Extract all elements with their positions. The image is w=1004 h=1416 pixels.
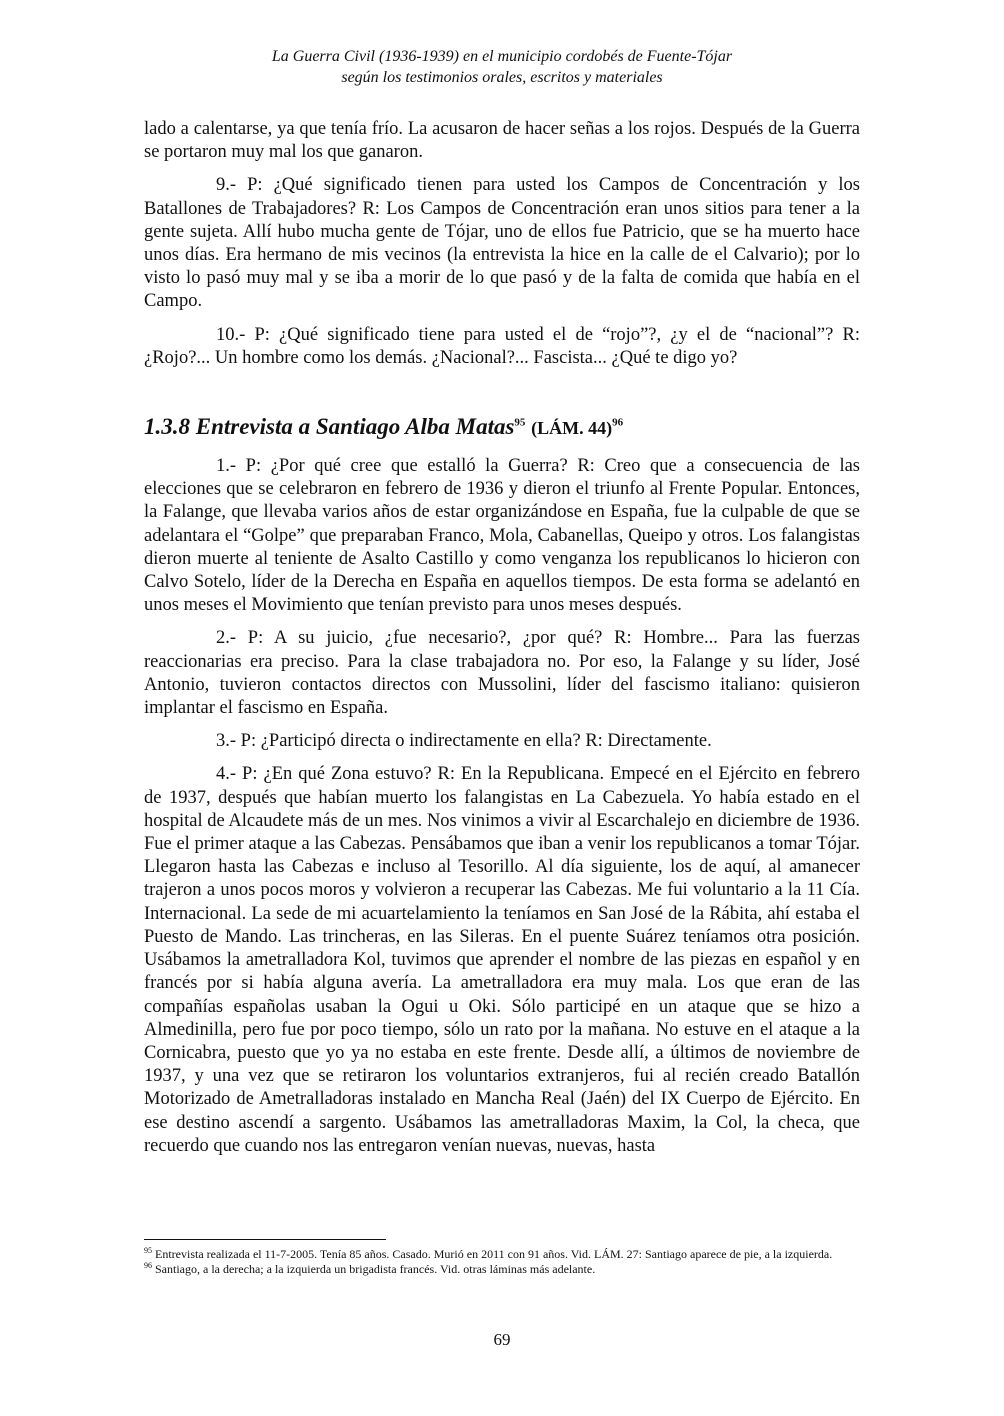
- section-heading-lamina: (LÁM. 44): [531, 418, 613, 439]
- page-number: 69: [493, 1330, 511, 1349]
- header-title-line-1: La Guerra Civil (1936-1939) en el municipio cordobés de Fuente-Tójar: [271, 48, 733, 65]
- footnote-text: Entrevista realizada el 11-7-2005. Tenía 85 años. Casado. Murió en 2011 con 91 años. Vid. LÁM. 27: Santiago aparece de pie, a la izquierda.: [152, 1247, 833, 1261]
- page-body: [144, 118, 860, 1168]
- paragraph-answer-1: 1.- P: ¿Por qué cree que estalló la Guerra? R: Creo que a consecuencia de las elecciones que se celebraron en febrero de 1936 y dieron el triunfo al Frente Popular. Entonces, la Falange, que llevaba varios años de estar organizándose en España, fue la culpable de que se adelantara el “Golpe” que preparaban Franco, Mola, Cabanellas, Queipo y otros. Los falangistas dieron muerte al teniente de Asalto Castillo y como venganza los republicanos lo hicieron con Calvo Sotelo, líder de la Derecha en España en aquellos tiempos. De esta forma se adelantó en unos meses el Movimiento que tenían previsto para unos meses después.: [144, 456, 860, 616]
- section-heading-title: 1.3.8 Entrevista a Santiago Alba Matas: [144, 414, 515, 440]
- paragraph-answer-3: 3.- P: ¿Participó directa o indirectamente en ella? R: Directamente.: [216, 731, 712, 752]
- paragraph-continuation: lado a calentarse, ya que tenía frío. La acusaron de hacer señas a los rojos. Después de la Guerra se portaron muy mal los que ganaron.: [144, 119, 860, 163]
- running-header: [0, 46, 1004, 88]
- footnote-96: [144, 1262, 860, 1277]
- footnote-95: [144, 1247, 860, 1262]
- footnote-ref-96[interactable]: 96: [612, 416, 624, 429]
- footnote-text: Santiago, a la derecha; a la izquierda un brigadista francés. Vid. otras láminas más adelante.: [152, 1261, 596, 1276]
- paragraph-answer-2: 2.- P: A su juicio, ¿fue necesario?, ¿por qué? R: Hombre... Para las fuerzas reaccionarias era preciso. Para la clase trabajadora no. Por eso, la Falange y su líder, José Antonio, tuvieron contactos directos con Mussolini, líder del fascismo italiano: quisieron implantar el fascismo en España.: [144, 628, 860, 719]
- paragraph-question-9: 9.- P: ¿Qué significado tienen para usted los Campos de Concentración y los Batallones de Trabajadores? R: Los Campos de Concentración eran unos sitios para tener a la gente sujeta. Allí hubo mucha gente de Tójar, uno de ellos fue Patricio, que se ha muerto hace unos días. Era hermano de mis vecinos (la entrevista la hice en la calle de el Calvario); por lo visto lo pasó muy mal y se iba a morir de lo que pasó y de la falta de comida que había en el Campo.: [144, 175, 860, 312]
- footnote-number: 96: [144, 1260, 152, 1270]
- footnote-separator: [144, 1239, 386, 1240]
- paragraph-answer-4: 4.- P: ¿En qué Zona estuvo? R: En la Republicana. Empecé en el Ejército en febrero de 1937, después que habían muerto los falangistas en La Cabezuela. Yo había estado en el hospital de Alcaudete más de un mes. Nos vinimos a vivir al Escarchalejo en diciembre de 1936. Fue el primer ataque a las Cabezas. Pensábamos que iban a venir los republicanos a tomar Tójar. Llegaron hasta las Cabezas e incluso al Tesorillo. Al día siguiente, los de aquí, al amanecer trajeron a unos pocos moros y volvieron a recuperar las Cabezas. Me fui voluntario a la 11 Cía. Internacional. La sede de mi acuartelamiento la teníamos en San José de la Rábita, ahí estaba el Puesto de Mando. Las trincheras, en las Sileras. En el puente Suárez teníamos otra posición. Usábamos la ametralladora Kol, tuvimos que aprender el nombre de las piezas en español y en francés por si había alguna avería. La ametralladora era muy mala. Los que eran de las compañías españolas usaban la Ogui u Oki. Sólo participé en un ataque que se hizo a Almedinilla, pero fue por poco tiempo, sólo un rato por la mañana. No estuve en el ataque a la Cornicabra, puesto que yo ya no estaba en este frente. Desde allí, a últimos de noviembre de 1937, y una vez que se retiraron los voluntarios extranjeros, fui al recién creado Batallón Motorizado de Ametralladoras instalado en Mancha Real (Jaén) del IX Cuerpo de Ejército. En ese destino ascendí a sargento. Usábamos las ametralladoras Maxim, la Col, la checa, que recuerdo que cuando nos las entregaron venían nuevas, nuevas, hasta: [144, 764, 860, 1156]
- paragraph-question-10: 10.- P: ¿Qué significado tiene para usted el de “rojo”?, ¿y el de “nacional”? R: ¿Rojo?... Un hombre como los demás. ¿Nacional?... Fascista... ¿Qué te digo yo?: [144, 324, 860, 368]
- footnote-ref-95[interactable]: 95: [514, 416, 526, 429]
- section-heading: [144, 412, 860, 443]
- footnote-number: 95: [144, 1246, 152, 1255]
- header-title-line-2: según los testimonios orales, escritos y materiales: [341, 69, 663, 86]
- footnotes: [144, 1247, 860, 1276]
